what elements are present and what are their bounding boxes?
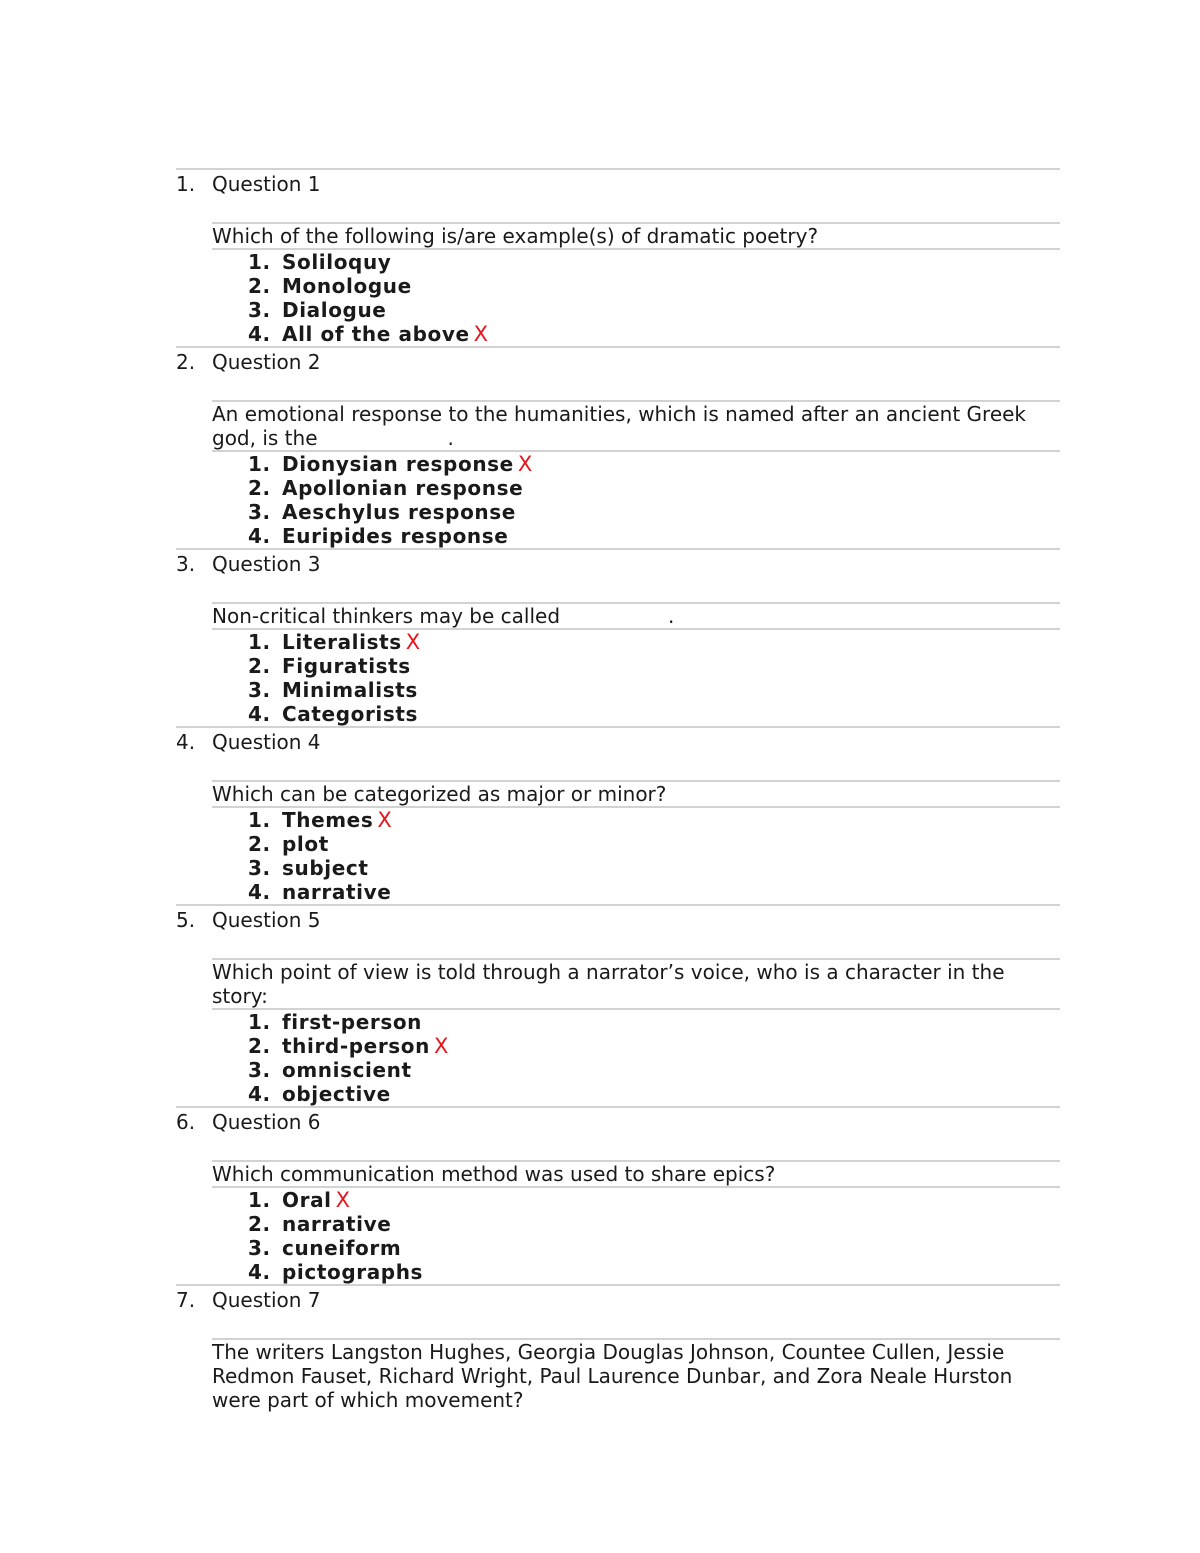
question-text-before: An emotional response to the humanities, which is named after an ancient Greek god, is the <box>212 402 1027 450</box>
answer-number: 2. <box>248 1034 271 1058</box>
answer-number: 1. <box>248 452 271 476</box>
answer-label: Themes <box>282 808 374 832</box>
question-5 <box>176 904 1060 1106</box>
answer-number: 3. <box>248 1058 271 1082</box>
answer-number: 2. <box>248 654 271 678</box>
answer-option[interactable] <box>248 1260 1060 1284</box>
answer-option[interactable] <box>248 630 1060 654</box>
answer-number: 1. <box>248 1188 271 1212</box>
answer-label: narrative <box>282 1212 392 1236</box>
question-text-after: . <box>668 604 675 628</box>
answer-option[interactable] <box>248 298 1060 322</box>
question-6 <box>176 1106 1060 1284</box>
answer-option[interactable] <box>248 1058 1060 1082</box>
answer-option[interactable] <box>248 1236 1060 1260</box>
selected-mark: X <box>433 1034 449 1058</box>
question-number: 1. <box>176 172 196 196</box>
answer-list <box>176 630 1060 726</box>
answer-number: 3. <box>248 298 271 322</box>
answer-option[interactable] <box>248 678 1060 702</box>
answer-label: pictographs <box>282 1260 424 1284</box>
answer-number: 4. <box>248 524 271 548</box>
answer-label: Euripides response <box>282 524 509 548</box>
answer-number: 1. <box>248 1010 271 1034</box>
answer-option[interactable] <box>248 1034 1060 1058</box>
question-title: Question 4 <box>212 730 321 754</box>
answer-number: 4. <box>248 702 271 726</box>
answer-label: Aeschylus response <box>282 500 516 524</box>
question-text: Which of the following is/are example(s) of dramatic poetry? <box>212 222 1060 250</box>
question-header <box>176 1286 1060 1338</box>
question-text: The writers Langston Hughes, Georgia Douglas Johnson, Countee Cullen, Jessie Redmon Fauset, Richard Wright, Paul Laurence Dunbar, and Zora Neale Hurston were part of which movement? <box>212 1338 1060 1412</box>
answer-number: 4. <box>248 880 271 904</box>
selected-mark: X <box>405 630 421 654</box>
question-1 <box>176 168 1060 346</box>
answer-option[interactable] <box>248 832 1060 856</box>
answer-number: 2. <box>248 476 271 500</box>
answer-label: first-person <box>282 1010 423 1034</box>
question-title: Question 2 <box>212 350 321 374</box>
answer-number: 1. <box>248 630 271 654</box>
answer-list <box>176 1010 1060 1106</box>
question-title: Question 1 <box>212 172 321 196</box>
answer-option[interactable] <box>248 500 1060 524</box>
selected-mark: X <box>517 452 533 476</box>
answer-label: Apollonian response <box>282 476 524 500</box>
question-number: 7. <box>176 1288 196 1312</box>
selected-mark: X <box>335 1188 351 1212</box>
quiz-document <box>176 168 1060 1412</box>
answer-option[interactable] <box>248 702 1060 726</box>
question-number: 2. <box>176 350 196 374</box>
question-number: 5. <box>176 908 196 932</box>
answer-label: narrative <box>282 880 392 904</box>
answer-number: 2. <box>248 274 271 298</box>
answer-number: 2. <box>248 1212 271 1236</box>
question-title: Question 6 <box>212 1110 321 1134</box>
answer-option[interactable] <box>248 452 1060 476</box>
question-header <box>176 906 1060 958</box>
answer-option[interactable] <box>248 250 1060 274</box>
question-text <box>212 400 1060 452</box>
answer-number: 1. <box>248 250 271 274</box>
answer-option[interactable] <box>248 1188 1060 1212</box>
answer-number: 2. <box>248 832 271 856</box>
answer-label: Dionysian response <box>282 452 514 476</box>
question-title: Question 3 <box>212 552 321 576</box>
question-text-before: Non-critical thinkers may be called <box>212 604 561 628</box>
answer-option[interactable] <box>248 856 1060 880</box>
question-number: 6. <box>176 1110 196 1134</box>
answer-label: subject <box>282 856 369 880</box>
question-number: 3. <box>176 552 196 576</box>
question-text: Which point of view is told through a narrator’s voice, who is a character in the story: <box>212 958 1060 1010</box>
answer-label: plot <box>282 832 329 856</box>
answer-label: Monologue <box>282 274 412 298</box>
answer-label: Dialogue <box>282 298 387 322</box>
answer-number: 4. <box>248 1260 271 1284</box>
answer-number: 3. <box>248 856 271 880</box>
question-title: Question 7 <box>212 1288 321 1312</box>
answer-option[interactable] <box>248 880 1060 904</box>
answer-number: 3. <box>248 678 271 702</box>
answer-label: cuneiform <box>282 1236 402 1260</box>
answer-number: 4. <box>248 1082 271 1106</box>
answer-label: objective <box>282 1082 391 1106</box>
answer-label: Categorists <box>282 702 419 726</box>
question-3 <box>176 548 1060 726</box>
answer-label: Figuratists <box>282 654 411 678</box>
answer-label: third-person <box>282 1034 430 1058</box>
answer-option[interactable] <box>248 322 1060 346</box>
answer-number: 1. <box>248 808 271 832</box>
question-4 <box>176 726 1060 904</box>
answer-number: 3. <box>248 1236 271 1260</box>
question-header <box>176 550 1060 602</box>
answer-label: All of the above <box>282 322 470 346</box>
question-header <box>176 170 1060 222</box>
question-text: Which communication method was used to share epics? <box>212 1160 1060 1188</box>
question-number: 4. <box>176 730 196 754</box>
answer-label: Minimalists <box>282 678 418 702</box>
question-header <box>176 728 1060 780</box>
question-header <box>176 1108 1060 1160</box>
answer-label: Soliloquy <box>282 250 392 274</box>
question-text <box>212 602 1060 630</box>
answer-option[interactable] <box>248 476 1060 500</box>
answer-option[interactable] <box>248 1212 1060 1236</box>
answer-option[interactable] <box>248 1010 1060 1034</box>
answer-label: Literalists <box>282 630 402 654</box>
answer-option[interactable] <box>248 1082 1060 1106</box>
question-2 <box>176 346 1060 548</box>
question-header <box>176 348 1060 400</box>
selected-mark: X <box>377 808 393 832</box>
answer-option[interactable] <box>248 654 1060 678</box>
answer-option[interactable] <box>248 274 1060 298</box>
answer-label: Oral <box>282 1188 332 1212</box>
question-text-after: . <box>447 426 454 450</box>
answer-number: 3. <box>248 500 271 524</box>
answer-list <box>176 250 1060 346</box>
answer-number: 4. <box>248 322 271 346</box>
question-title: Question 5 <box>212 908 321 932</box>
answer-label: omniscient <box>282 1058 412 1082</box>
selected-mark: X <box>473 322 489 346</box>
answer-option[interactable] <box>248 808 1060 832</box>
question-text: Which can be categorized as major or minor? <box>212 780 1060 808</box>
answer-option[interactable] <box>248 524 1060 548</box>
question-7 <box>176 1284 1060 1412</box>
answer-list <box>176 808 1060 904</box>
answer-list <box>176 452 1060 548</box>
answer-list <box>176 1188 1060 1284</box>
